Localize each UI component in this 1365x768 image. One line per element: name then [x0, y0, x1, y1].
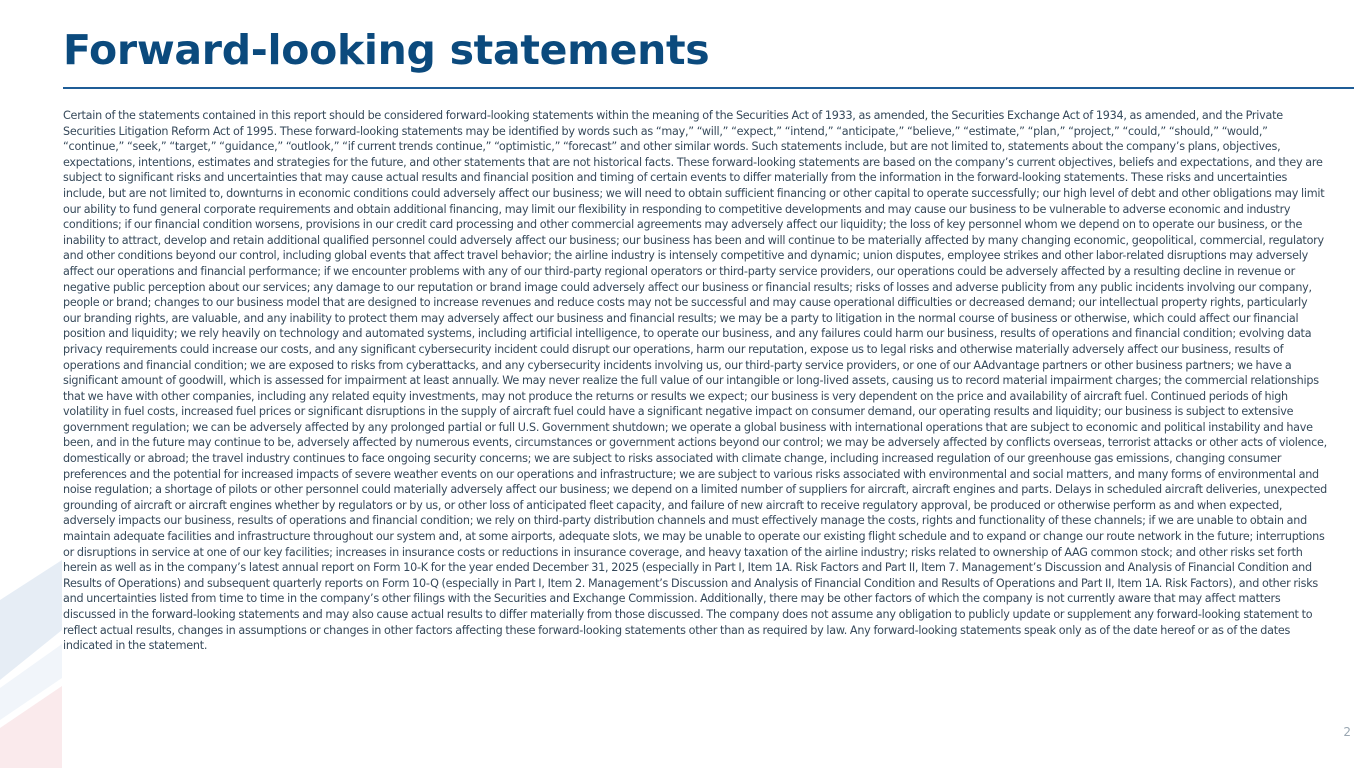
page-title: Forward-looking statements	[63, 26, 710, 74]
decorative-flag-stripes	[0, 560, 62, 768]
title-divider	[63, 87, 1354, 89]
forward-looking-statements-body: Certain of the statements contained in this report should be considered forward-looking statements within the meaning of the Securities Act of 1933, as amended, the Securities Exchange Act of 1934, as amended, and the Private Securities Litigation Reform Act of 1995. These forward-looking statements may be identified by words such as “may,” “will,” “expect,” “intend,” “anticipate,” “believe,” “estimate,” “plan,” “project,” “could,” “should,” “would,” “continue,” “seek,” “target,” “guidance,” “outlook,” “if current trends continue,” “optimistic,” “forecast” and other similar words. Such statements include, but are not limited to, statements about the company’s plans, objectives, expectations, intentions, estimates and strategies for the future, and other statements that are not historical facts. These forward-looking statements are based on the company’s current objectives, beliefs and expectations, and they are subject to significant risks and uncertainties that may cause actual results and financial position and timing of certain events to differ materially from the information in the forward-looking statements. These risks and uncertainties include, but are not limited to, downturns in economic conditions could adversely affect our business; we will need to obtain sufficient financing or other capital to operate successfully; our high level of debt and other obligations may limit our ability to fund general corporate requirements and obtain additional financing, may limit our flexibility in responding to competitive developments and may cause our business to be vulnerable to adverse economic and industry conditions; if our financial condition worsens, provisions in our credit card processing and other commercial agreements may adversely affect our liquidity; the loss of key personnel whom we depend on to operate our business, or the inability to attract, develop and retain additional qualified personnel could adversely affect our business; our business has been and will continue to be materially affected by many changing economic, geopolitical, commercial, regulatory and other conditions beyond our control, including global events that affect travel behavior; the airline industry is intensely competitive and dynamic; union disputes, employee strikes and other labor-related disruptions may adversely affect our operations and financial performance; if we encounter problems with any of our third-party regional operators or third-party service providers, our operations could be adversely affected by a resulting decline in revenue or negative public perception about our services; any damage to our reputation or brand image could adversely affect our business or financial results; risks of losses and adverse publicity from any public incidents involving our company, people or brand; changes to our business model that are designed to increase revenues and reduce costs may not be successful and may cause operational difficulties or decreased demand; our intellectual property rights, particularly our branding rights, are valuable, and any inability to protect them may adversely affect our business and financial results; we may be a party to litigation in the normal course of business or otherwise, which could affect our financial position and liquidity; we rely heavily on technology and automated systems, including artificial intelligence, to operate our business, and any failures could harm our business, results of operations and financial condition; evolving data privacy requirements could increase our costs, and any significant cybersecurity incident could disrupt our operations, harm our reputation, expose us to legal risks and otherwise materially adversely affect our business, results of operations and financial condition; we are exposed to risks from cyberattacks, and any cybersecurity incidents involving us, our third-party service providers, or one of our AAdvantage partners or other business partners; we have a significant amount of goodwill, which is assessed for impairment at least annually. We may never realize the full value of our intangible or long-lived assets, causing us to record material impairment charges; the commercial relationships that we have with other companies, including any related equity investments, may not produce the returns or results we expect; our business is very dependent on the price and availability of aircraft fuel. Continued periods of high volatility in fuel costs, increased fuel prices or significant disruptions in the supply of aircraft fuel could have a significant negative impact on consumer demand, our operating results and liquidity; our business is subject to extensive government regulation; we can be adversely affected by any prolonged partial or full U.S. Government shutdown; we operate a global business with international operations that are subject to economic and political instability and have been, and in the future may continue to be, adversely affected by numerous events, circumstances or government actions beyond our control; we may be adversely affected by conflicts overseas, terrorist attacks or other acts of violence, domestically or abroad; the travel industry continues to face ongoing security concerns; we are subject to risks associated with climate change, including increased regulation of our greenhouse gas emissions, changing consumer preferences and the potential for increased impacts of severe weather events on our operations and infrastructure; we are subject to various risks associated with environmental and social matters, and many forms of environmental and noise regulation; a shortage of pilots or other personnel could materially adversely affect our business; we depend on a limited number of suppliers for aircraft, aircraft engines and parts. Delays in scheduled aircraft deliveries, unexpected grounding of aircraft or aircraft engines whether by regulators or by us, or other loss of anticipated fleet capacity, and failure of new aircraft to receive regulatory approval, be produced or otherwise perform as and when expected, adversely impacts our business, results of operations and financial condition; we rely on third-party distribution channels and must effectively manage the costs, rights and functionality of these channels; if we are unable to obtain and maintain adequate facilities and infrastructure throughout our system and, at some airports, adequate slots, we may be unable to operate our existing flight schedule and to expand or change our route network in the future; interruptions or disruptions in service at one of our key facilities; increases in insurance costs or reductions in insurance coverage, and heavy taxation of the airline industry; risks related to ownership of AAG common stock; and other risks set forth herein as well as in the company’s latest annual report on Form 10-K for the year ended December 31, 2025 (especially in Part I, Item 1A. Risk Factors and Part II, Item 7. Management’s Discussion and Analysis of Financial Condition and Results of Operations) and subsequent quarterly reports on Form 10-Q (especially in Part I, Item 2. Management’s Discussion and Analysis of Financial Condition and Results of Operations and Part II, Item 1A. Risk Factors), and other risks and uncertainties listed from time to time in the company’s other filings with the Securities and Exchange Commission. Additionally, there may be other factors of which the company is not currently aware that may affect matters discussed in the forward-looking statements and may also cause actual results to differ materially from those discussed. The company does not assume any obligation to publicly update or supplement any forward-looking statement to reflect actual results, changes in assumptions or changes in other factors affecting these forward-looking statements other than as required by law. Any forward-looking statements speak only as of the date hereof or as of the dates indicated in the statement.	[63, 109, 1328, 653]
flag-stripes-graphic	[0, 560, 62, 768]
page-number: 2	[1343, 725, 1351, 739]
